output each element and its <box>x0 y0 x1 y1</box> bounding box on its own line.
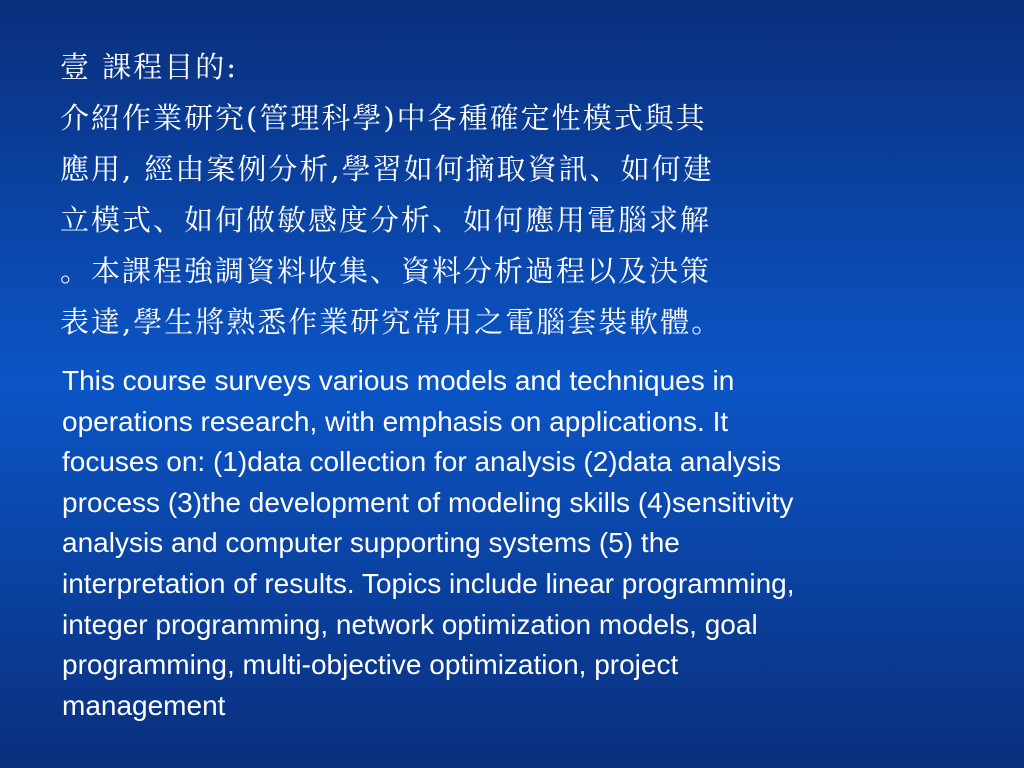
chinese-text-line: 。本課程強調資料收集、資料分析過程以及決策 <box>60 254 712 288</box>
english-description-block <box>62 361 1002 726</box>
chinese-text-line: 應用, 經由案例分析,學習如何摘取資訊、如何建 <box>60 152 714 186</box>
english-text-line: focuses on: (1)data collection for analysis (2)data analysis <box>62 446 782 478</box>
english-text-line: integer programming, network optimization models, goal <box>62 608 758 640</box>
english-text-line: operations research, with emphasis on applications. It <box>62 405 729 437</box>
english-text-line: This course surveys various models and techniques in <box>62 365 735 396</box>
english-text-line: interpretation of results. Topics include linear programming, <box>62 567 795 599</box>
chinese-text-line: 立模式、如何做敏感度分析、如何應用電腦求解 <box>60 203 712 237</box>
chinese-objective-block <box>60 42 940 348</box>
english-text-line: programming, multi-objective optimization, project <box>62 649 679 681</box>
chinese-text-line: 表達,學生將熟悉作業研究常用之電腦套裝軟體。 <box>60 305 723 339</box>
english-text-line: analysis and computer supporting systems (5) the <box>62 527 680 559</box>
chinese-text-line: 介紹作業研究(管理科學)中各種確定性模式與其 <box>60 101 707 135</box>
english-text-line: management <box>62 689 226 721</box>
english-text-line: process (3)the development of modeling skills (4)sensitivity <box>62 486 794 518</box>
section-heading: 壹 課程目的: <box>60 50 238 84</box>
